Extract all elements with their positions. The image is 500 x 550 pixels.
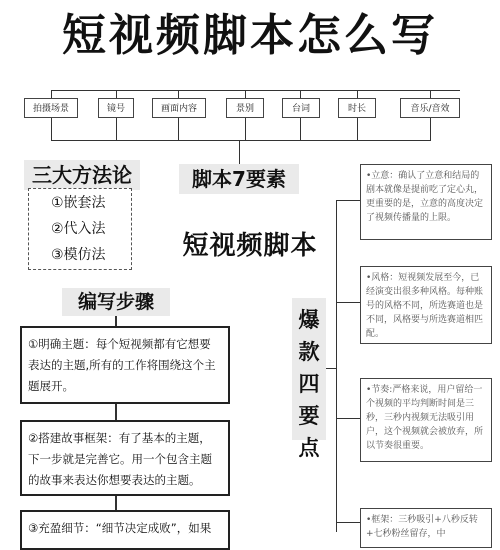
connector (51, 90, 52, 98)
connector (116, 90, 117, 98)
method-item-substitution: ②代入法 (51, 221, 106, 237)
bracket-connector (336, 522, 360, 523)
seven-elements-heading: 脚本7要素 (179, 164, 299, 194)
element-box-lines: 台词 (282, 98, 320, 118)
connector (245, 90, 246, 98)
connector (116, 118, 117, 140)
step-box-framework: ②搭建故事框架：有了基本的主题，下一步就是完善它。用一个包含主题的故事来表达你想要表达的主题。 (20, 420, 230, 496)
method-item-nesting: ①嵌套法 (51, 195, 106, 211)
steps-connector (115, 316, 117, 326)
connector (430, 118, 431, 140)
note-box-style: •风格：短视频发展至今，已经演变出很多种风格。每种账号的风格不同，所选赛道也是不同，风格要与所选赛道相匹配。 (360, 266, 492, 344)
connector (239, 140, 240, 164)
connector (430, 90, 431, 98)
center-title: 短视频脚本 (182, 231, 318, 261)
steps-heading: 编写步骤 (62, 288, 170, 316)
steps-connector (115, 496, 117, 510)
bracket-connector (336, 302, 360, 303)
connector (178, 90, 179, 98)
viral-heading-char: 点 (298, 436, 320, 460)
note-box-rhythm: •节奏:严格来说，用户留给一个视频的平均判断时间是三秒，三秒内视频无法吸引用户，这个视频就会被放弃，所以节奏很重要。 (360, 378, 492, 462)
viral-heading-char: 要 (298, 404, 320, 428)
viral-heading-char: 款 (298, 340, 320, 364)
viral-heading-char: 爆 (298, 308, 320, 332)
bracket-connector (336, 418, 360, 419)
connector (357, 118, 358, 140)
method-item-imitation: ③模仿法 (51, 247, 106, 263)
connector (300, 118, 301, 140)
note-box-intent: •立意：确认了立意和结局的剧本就像是提前吃了定心丸，更重要的是，立意的高度决定了视频传播量的上限。 (360, 164, 492, 240)
element-box-shot-number: 镜号 (98, 98, 134, 118)
connector (245, 118, 246, 140)
viral-heading-char: 四 (298, 372, 320, 396)
element-box-music: 音乐/音效 (400, 98, 460, 118)
connector (300, 90, 301, 98)
elements-bottom-line (51, 140, 431, 141)
connector (178, 118, 179, 140)
bracket-spine (336, 200, 337, 532)
methods-heading: 三大方法论 (24, 160, 140, 190)
step-box-details: ③充盈细节：“细节决定成败”，如果 (20, 510, 230, 550)
viral-points-heading (292, 298, 326, 460)
page-title: 短视频脚本怎么写 (62, 10, 438, 61)
note-box-framework: •框架：三秒吸引+八秒反转+七秒粉丝留存，中 (360, 508, 492, 548)
bracket-connector (326, 368, 336, 369)
bracket-connector (336, 200, 360, 201)
connector (357, 90, 358, 98)
element-box-duration: 时长 (338, 98, 376, 118)
steps-connector (115, 404, 117, 420)
connector (51, 118, 52, 140)
element-box-picture: 画面内容 (152, 98, 206, 118)
step-box-theme: ①明确主题：每个短视频都有它想要表达的主题,所有的工作将围绕这个主题展开。 (20, 326, 230, 404)
methods-list (28, 188, 132, 270)
element-box-scene: 拍摄场景 (24, 98, 78, 118)
elements-top-line (51, 90, 460, 91)
element-box-framing: 景别 (226, 98, 264, 118)
